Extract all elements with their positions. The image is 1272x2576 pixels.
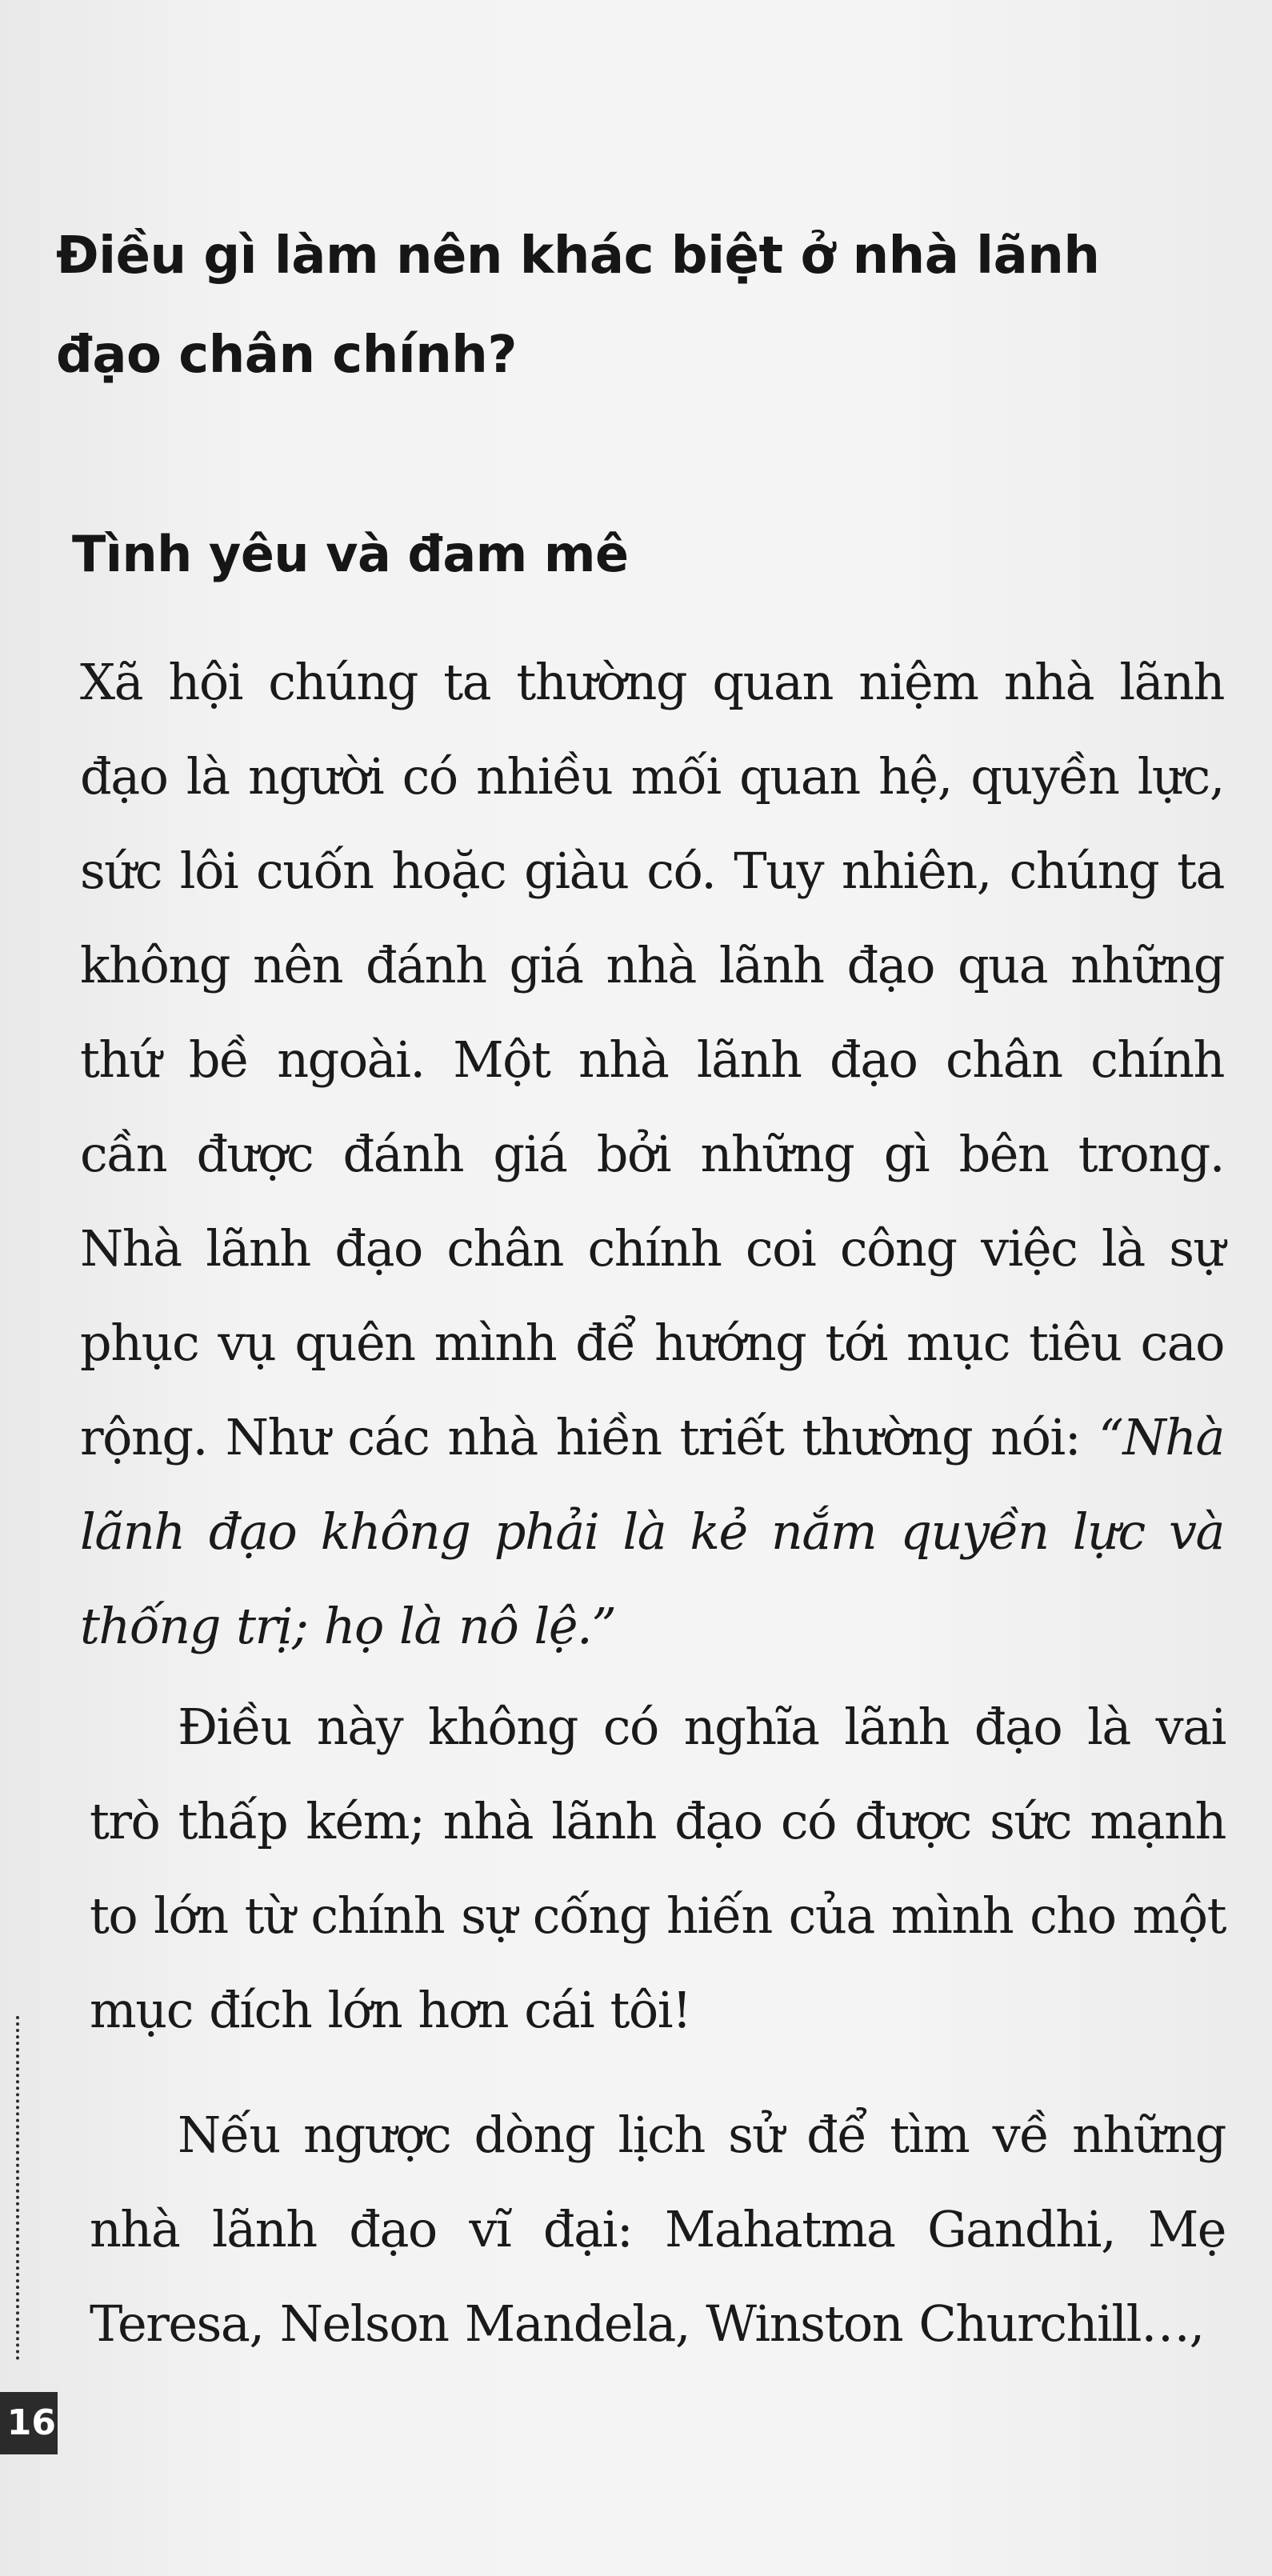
italic-quote: “Nhà lãnh đạo không phải là kẻ nắm quyền lực và thống trị; họ là nô lệ.” — [80, 1408, 1224, 1655]
margin-dotted-rule — [16, 2016, 19, 2360]
body-paragraph-1 — [80, 635, 1224, 1674]
chapter-heading: Điều gì làm nên khác biệt ở nhà lãnh đạo chân chính? — [56, 226, 1100, 385]
body-paragraph-3: Nếu ngược dòng lịch sử để tìm về những nhà lãnh đạo vĩ đại: Mahatma Gandhi, Mẹ Teresa, Nelson Mandela, Winston Churchill…, — [90, 2106, 1226, 2353]
paragraph-1-text: Xã hội chúng ta thường quan niệm nhà lãnh đạo là người có nhiều mối quan hệ, quyền lực, sức lôi cuốn hoặc giàu có. Tuy nhiên, chúng ta không nên đánh giá nhà lãnh đạo qua những thứ bề ngoài. Một nhà lãnh đạo chân chính cần được đánh giá bởi những gì bên trong. Nhà lãnh đạo chân chính coi công việc là sự phục vụ quên mình để hướng tới mục tiêu cao rộng. Như các nhà hiền triết thường nói: — [80, 653, 1224, 1466]
page-number-badge: 16 — [0, 2392, 58, 2454]
section-subheading: Tình yêu và đam mê — [72, 525, 629, 583]
body-paragraph-2: Điều này không có nghĩa lãnh đạo là vai trò thấp kém; nhà lãnh đạo có được sức mạnh to lớn từ chính sự cống hiến của mình cho một mục đích lớn hơn cái tôi! — [90, 1698, 1226, 2039]
